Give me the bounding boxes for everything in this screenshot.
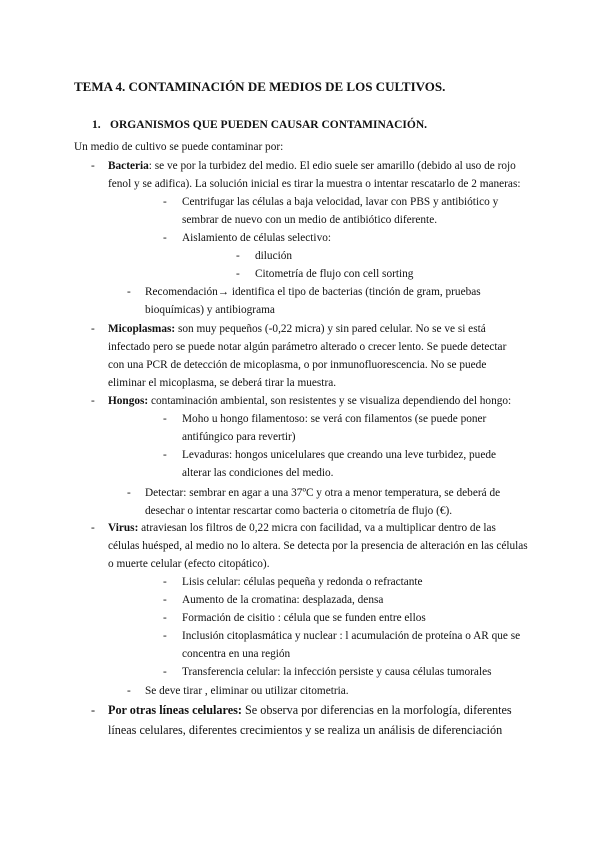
bullet-dash: - <box>163 576 167 588</box>
virus-sub-5: Transferencia celular: la infección persiste y causa células tumorales <box>182 666 492 678</box>
bullet-dash: - <box>163 594 167 606</box>
hongos-sub-2b: alterar las condiciones del medio. <box>182 467 334 479</box>
bullet-dash: - <box>127 286 131 298</box>
virus-line-3: o muerte celular (efecto citopático). <box>108 558 270 570</box>
bullet-dash: - <box>163 196 167 208</box>
section-title: ORGANISMOS QUE PUEDEN CAUSAR CONTAMINACIÓN. <box>110 119 428 131</box>
hongos-detect-1: Detectar: sembrar en agar a una 37ºC y otra a menor temperatura, se deberá de <box>145 487 501 499</box>
virus-line-2: células huésped, al medio no lo altera. Se detecta por la presencia de alteración en las células <box>108 540 528 552</box>
bacteria-term: Bacteria <box>108 160 149 172</box>
virus-sub-4b: concentra en una región <box>182 648 291 660</box>
bullet-dash: - <box>91 522 95 534</box>
bullet-dash: - <box>163 666 167 678</box>
hongos-sub-1b: antifúngico para revertir) <box>182 431 296 443</box>
virus-sub-3: Formación de cisitio : célula que se funden entre ellos <box>182 612 426 624</box>
hongos-sub-2a: Levaduras: hongos unicelulares que creando una leve turbidez, puede <box>182 449 496 461</box>
virus-sub-4a: Inclusión citoplasmática y nuclear : l acumulación de proteína o AR que se <box>182 630 521 642</box>
bullet-dash: - <box>91 160 95 172</box>
micoplasmas-line-4: eliminar el micoplasma, se deberá tirar la muestra. <box>108 377 337 389</box>
bullet-dash: - <box>163 630 167 642</box>
micoplasmas-line-2: infectado pero se puede notar algún parámetro alterado o crecer lento. Se puede detectar <box>108 341 507 353</box>
bullet-dash: - <box>127 685 131 697</box>
bullet-dash: - <box>236 250 240 262</box>
bacteria-line-2: fenol y se adifica). La solución inicial es tirar la muestra o intentar rescatarlo de 2 maneras: <box>108 178 521 190</box>
bullet-dash: - <box>91 703 96 717</box>
virus-detect: Se deve tirar , eliminar ou utilizar citometria. <box>145 685 349 697</box>
otras-term: Por otras líneas celulares: <box>108 703 242 717</box>
virus-line-1: Virus: atraviesan los filtros de 0,22 micra con facilidad, va a multiplicar dentro de las <box>108 522 496 534</box>
page-title: TEMA 4. CONTAMINACIÓN DE MEDIOS DE LOS CULTIVOS. <box>74 79 446 94</box>
virus-sub-1: Lisis celular: células pequeña y redonda o refractante <box>182 576 423 588</box>
micoplasmas-line-3: con una PCR de detección de micoplasma, o por inmunofluorescencia. No se puede <box>108 359 487 371</box>
bacteria-rec-1: Recomendación→ identifica el tipo de bacterias (tinción de gram, pruebas <box>145 286 481 298</box>
bacteria-sub-2b: Citometría de flujo con cell sorting <box>255 268 414 280</box>
bullet-dash: - <box>91 395 95 407</box>
bullet-dash: - <box>163 449 167 461</box>
hongos-term: Hongos: <box>108 395 149 407</box>
bullet-dash: - <box>236 268 240 280</box>
otras-line-1: Por otras líneas celulares: Se observa por diferencias en la morfología, diferentes <box>108 703 512 717</box>
otras-line-2: líneas celulares, diferentes crecimientos y se realiza un análisis de diferenciación <box>108 723 503 737</box>
bullet-dash: - <box>163 232 167 244</box>
micoplasmas-line-1: Micoplasmas: son muy pequeños (-0,22 micra) y sin pared celular. No se ve si está <box>108 323 486 335</box>
bullet-dash: - <box>163 612 167 624</box>
bacteria-sub-1b: sembrar de nuevo con un medio de antibiótico diferente. <box>182 214 438 226</box>
hongos-line-1: Hongos: contaminación ambiental, son resistentes y se visualiza dependiendo del hongo: <box>108 395 512 407</box>
virus-sub-2: Aumento de la cromatina: desplazada, densa <box>182 594 384 606</box>
bacteria-sub-2a: dilución <box>255 250 293 262</box>
bacteria-line-1: Bacteria: se ve por la turbidez del medio. El edio suele ser amarillo (debido al uso de rojo <box>108 160 516 172</box>
bullet-dash: - <box>127 487 131 499</box>
hongos-detect-2: desechar o intentar rescartar como bacteria o citometría de flujo (€). <box>145 505 453 517</box>
bullet-dash: - <box>91 323 95 335</box>
hongos-sub-1a: Moho u hongo filamentoso: se verá con filamentos (se puede poner <box>182 413 487 425</box>
section-number: 1. <box>92 119 101 131</box>
micoplasmas-term: Micoplasmas: <box>108 323 176 335</box>
bacteria-sub-1a: Centrifugar las células a baja velocidad, lavar con PBS y antibiótico y <box>182 196 499 208</box>
bullet-dash: - <box>163 413 167 425</box>
virus-term: Virus: <box>108 522 139 534</box>
bacteria-sub-2: Aislamiento de células selectivo: <box>182 232 332 244</box>
bacteria-rec-2: bioquímicas) y antibiograma <box>145 304 275 316</box>
intro-text: Un medio de cultivo se puede contaminar por: <box>74 141 284 153</box>
